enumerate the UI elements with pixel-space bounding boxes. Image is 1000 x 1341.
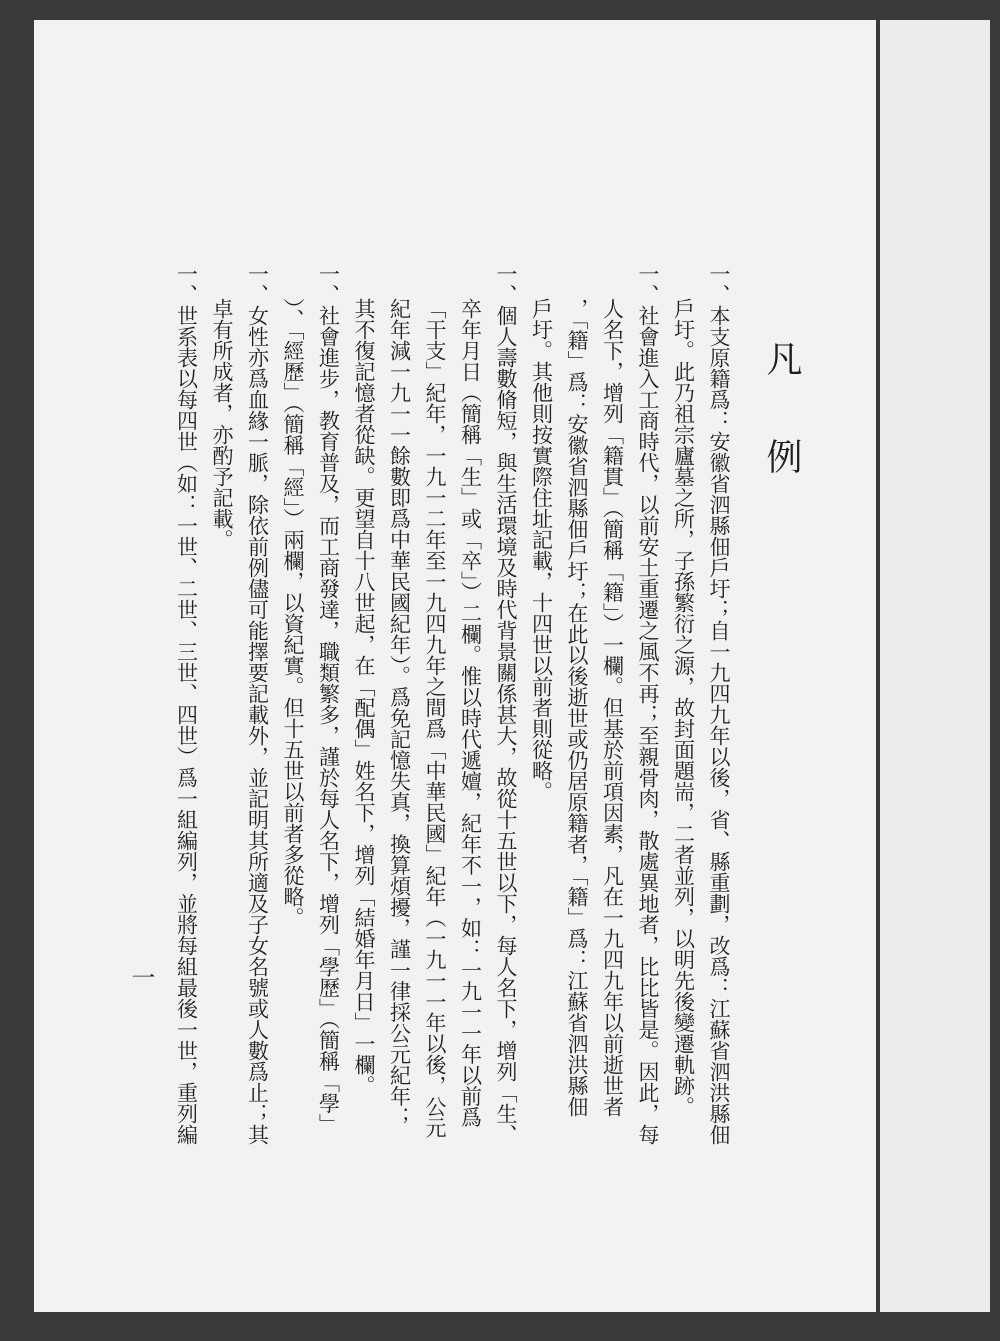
adjacent-page-edge xyxy=(880,20,990,1312)
rule-line: 其不復記憶者從缺。更望自十八世起，在「配偶」姓名下，增列「結婚年月日」一欄。 xyxy=(352,298,376,1096)
rule-line: 紀年減一九一一餘數即爲中華民國紀年）。爲免記憶失真，換算煩擾，謹一律採公元紀年； xyxy=(387,298,412,1128)
rule-line: 人名下，增列「籍貫」（簡稱「籍」）一欄。但基於前項因素，凡在一九四九年以前逝世者 xyxy=(600,298,625,1117)
rule-line: ，「籍」爲：安徽省泗縣佃戶圩；在此以後逝世或仍居原籍者，「籍」爲：江蘇省泗洪縣佃 xyxy=(565,298,589,1117)
rule-line: 戶圩。其他則按實際住址記載，十四世以前者則從略。 xyxy=(529,298,554,802)
page-number: 一 xyxy=(127,965,155,989)
rule-line: 卒年月日（簡稱「生」或「卒」）二欄。惟以時代遞嬗，紀年不一，如：一九一一年以前爲 xyxy=(458,298,483,1128)
rule-line: 「干支」紀年，一九一二年至一九四九年之間爲「中華民國」紀年（一九一一年以後，公元 xyxy=(423,298,447,1138)
rule-line: 一、本支原籍爲：安徽省泗縣佃戶圩；自一九四九年以後，省、縣重劃，改爲：江蘇省泗洪縣佃 xyxy=(707,263,731,1145)
rule-line: 一、女性亦爲血緣一脈，除依前例儘可能擇要記載外，並記明其所適及子女名號或人數爲止；其 xyxy=(245,263,270,1145)
page-title: 凡例 xyxy=(761,340,802,536)
rule-line: 卓有所成者，亦酌予記載。 xyxy=(210,298,234,550)
rule-line: 一、世系表以每四世（如：一世、二世、三世、四世）爲一組編列，並將每組最後一世，重列編 xyxy=(174,263,199,1145)
body-text xyxy=(168,263,736,1193)
rule-line: 一、社會進入工商時代，以前安土重遷之風不再；至親骨肉，散處異地者，比比皆是。因此，每 xyxy=(636,263,660,1145)
rule-line: 一、社會進步，教育普及，而工商發達，職類繁多，謹於每人名下，增列「學歷」（簡稱「學」 xyxy=(316,263,341,1135)
rule-line: ）、「經歷」（簡稱「經」）兩欄，以資紀實。但十五世以前者多從略。 xyxy=(281,298,305,928)
rule-line: 戶圩。此乃祖宗廬墓之所，子孫繁衍之源，故封面題耑，二者並列，以明先後變遷軌跡。 xyxy=(671,298,696,1117)
document-page xyxy=(34,20,876,1312)
rule-line: 一、個人壽數脩短，與生活環境及時代背景關係甚大，故從十五世以下，每人名下，增列「生、 xyxy=(494,263,518,1145)
